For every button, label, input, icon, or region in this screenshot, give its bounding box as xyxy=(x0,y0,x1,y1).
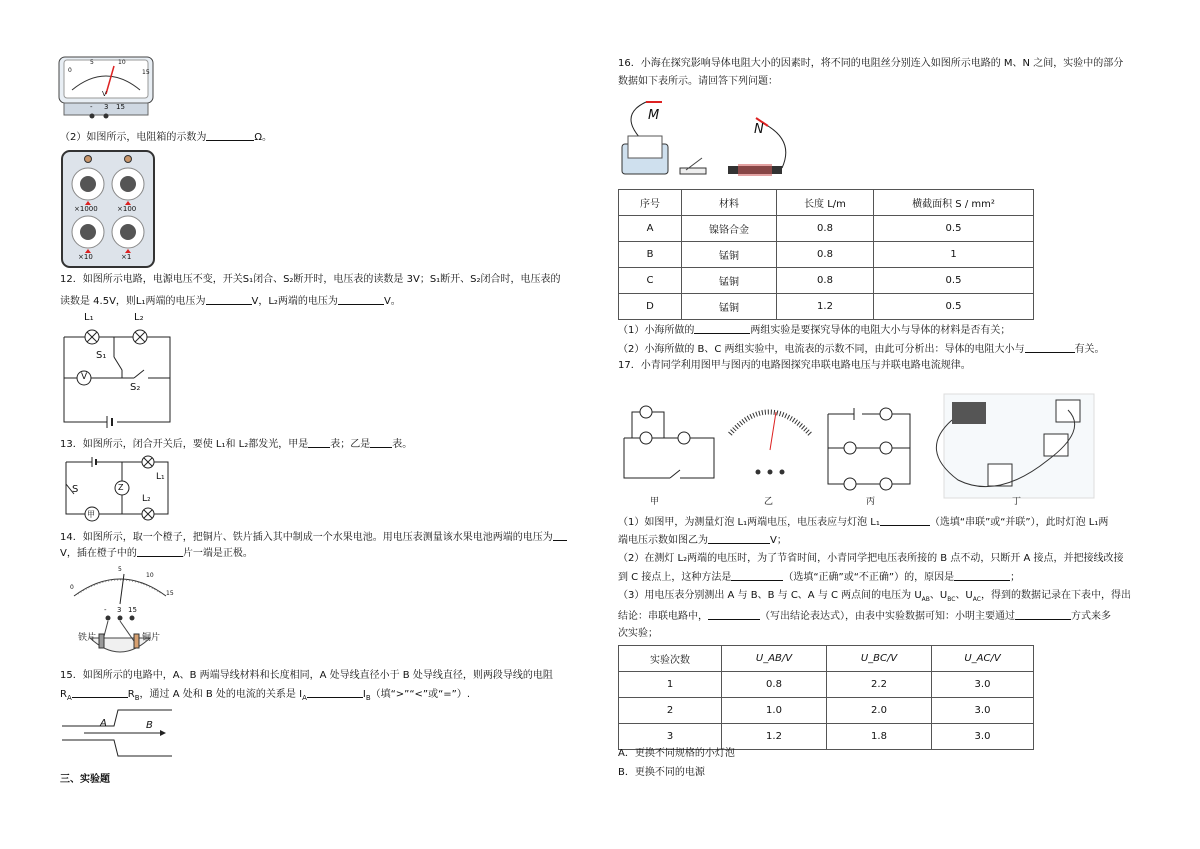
sub-bc: BC xyxy=(947,596,956,603)
q12-line2-a: 读数是 4.5V，则L₁两端的电压为 xyxy=(60,296,206,307)
q17-p1-a: （1）如图甲，为测量灯泡 L₁两端电压，电压表应与灯泡 L₁ xyxy=(618,517,880,528)
table-cell: 1 xyxy=(619,672,722,698)
q12-label-v: V xyxy=(81,372,88,382)
q13-circuit-drawing xyxy=(62,456,172,522)
q12-line2-c: V。 xyxy=(383,296,401,307)
q11-part2-line xyxy=(60,130,272,145)
q12-label-l2: L₂ xyxy=(134,312,144,323)
answer-blank xyxy=(1025,342,1075,353)
table-cell: A xyxy=(619,216,682,242)
q12-label-s1: S₁ xyxy=(96,350,107,361)
answer-blank xyxy=(1015,609,1071,620)
q14-line1 xyxy=(60,530,567,545)
table-row xyxy=(619,216,1034,242)
q17-p2-line2 xyxy=(618,570,1020,585)
answer-blank xyxy=(307,687,363,698)
table-cell: 0.5 xyxy=(874,216,1034,242)
q13-text-a: 13．如图所示，闭合开关后，要使 L₁和 L₂都发光，甲是 xyxy=(60,439,309,450)
q17-p1-d: V； xyxy=(770,535,787,546)
answer-blank xyxy=(308,437,330,448)
q17-line1: 17．小青同学利用图甲与图丙的电路图探究串联电路电压与并联电路电流规律。 xyxy=(618,360,971,371)
q17-option-a: A．更换不同规格的小灯泡 xyxy=(618,748,735,759)
fig-label-bing: 丙 xyxy=(866,497,876,507)
q13-label-l1: L₁ xyxy=(156,472,165,482)
q13-circuit-figure xyxy=(62,456,172,522)
q11-part2-prefix: （2）如图所示，电阻箱的示数为 xyxy=(60,132,207,143)
q15-line2 xyxy=(60,687,470,705)
meter-label-5: 5 xyxy=(90,59,94,66)
q14-terminal-minus: - xyxy=(104,606,107,614)
q15-line1: 15．如图所示的电路中，A、B 两端导线材料和长度相同，A 处导线直径小于 B 处导线直径，则两段导线的电阻 xyxy=(60,670,553,681)
multiplier-10: ×10 xyxy=(78,253,93,261)
q15-ra-sub: A xyxy=(66,694,72,702)
resistance-box-figure xyxy=(61,150,155,268)
q15-text-c: ，通过 A 处和 B 处的电流的关系是 I xyxy=(139,689,303,700)
q16-label-m: M xyxy=(648,108,660,123)
q14-line1-text: 14．如图所示，取一个橙子，把铜片、铁片插入其中制成一个水果电池。用电压表测量该水果电池两端的电压为 xyxy=(60,532,553,543)
meter-terminal-15: 15 xyxy=(116,103,125,111)
q17-figures-drawing xyxy=(618,390,1098,510)
q15-ra: R xyxy=(60,689,67,700)
table-cell: 锰铜 xyxy=(682,242,777,268)
q14-meter-label-5: 5 xyxy=(118,566,122,573)
table-cell: 镍铬合金 xyxy=(682,216,777,242)
q15-ib-sub: B xyxy=(365,694,371,702)
table-row xyxy=(619,242,1034,268)
q17-p3-d: （写出结论表达式），由表中实验数据可知：小明主要通过 xyxy=(760,611,1015,622)
q16-sub2-a: （2）小海所做的 B、C 两组实验中，电流表的示数不同，由此可分析出：导体的电阻大小与 xyxy=(618,344,1025,355)
q13-label-l2: L₂ xyxy=(142,494,151,504)
q17-p1-line1 xyxy=(618,515,1108,530)
table-header-cell: 序号 xyxy=(619,190,682,216)
answer-blank xyxy=(694,323,750,334)
q14-meter-label-15: 15 xyxy=(166,590,174,597)
table-cell: 2 xyxy=(619,698,722,724)
table-cell: B xyxy=(619,242,682,268)
q13-text-b: 表；乙是 xyxy=(330,439,371,450)
meter-terminal-minus: - xyxy=(90,103,93,111)
q17-p2-line1: （2）在测灯 L₂两端的电压时，为了节省时间，小青同学把电压表所接的 B 点不动，只断开 A 接点，并把接线改接 xyxy=(618,553,1124,564)
q17-p3-b: ，得到的数据记录在下表中，得出 xyxy=(980,590,1131,601)
table-header-cell: 横截面积 S / mm² xyxy=(874,190,1034,216)
meter-label-15: 15 xyxy=(142,69,150,76)
sub-ab: AB xyxy=(921,596,930,603)
answer-blank xyxy=(553,530,567,541)
q13-label-yi: Z xyxy=(118,483,124,492)
q14-line2-a: V，插在橙子中的 xyxy=(60,548,137,559)
table-cell: 2.0 xyxy=(827,698,932,724)
q16-line1: 16．小海在探究影响导体电阻大小的因素时，将不同的电阻丝分别连入如图所示电路的 M、N 之间，实验中的部分 xyxy=(618,58,1124,69)
table-header-cell: U_AC/V xyxy=(932,646,1034,672)
q17-p1-c: 端电压示数如图乙为 xyxy=(618,535,708,546)
table-row xyxy=(619,698,1034,724)
table-cell: 0.8 xyxy=(777,268,874,294)
q17-p3-line1: （3）用电压表分别测出 A 与 B、B 与 C、A 与 C 两点间的电压为 $U_{AB}$、$U_{BC}$、$U_{AC}$，得到的数据记录在下表中，得出 xyxy=(618,590,1131,603)
q13-label-s: S xyxy=(72,484,79,495)
q15-rb-sub: B xyxy=(134,694,140,702)
multiplier-100: ×100 xyxy=(117,205,137,213)
q16-sub2 xyxy=(618,342,1105,357)
answer-blank xyxy=(954,570,1010,581)
table-header-cell: 实验次数 xyxy=(619,646,722,672)
q13-line xyxy=(60,437,412,452)
table-cell: 1 xyxy=(874,242,1034,268)
q16-circuit-figure xyxy=(618,96,798,180)
table-header-row xyxy=(619,190,1034,216)
table-cell: 1.2 xyxy=(722,724,827,750)
q15-ia-sub: A xyxy=(302,694,307,702)
top-voltmeter-figure xyxy=(58,56,154,118)
q13-text-c: 表。 xyxy=(392,439,413,450)
section-3-heading: 三、实验题 xyxy=(60,774,110,785)
answer-blank xyxy=(206,130,254,141)
table-header-cell: U_AB/V xyxy=(722,646,827,672)
table-cell: 3 xyxy=(619,724,722,750)
q11-part2-suffix: Ω。 xyxy=(254,132,273,143)
q14-copper-label: 铜片 xyxy=(142,633,161,643)
q16-sub2-b: 有关。 xyxy=(1074,344,1105,355)
q12-circuit-figure xyxy=(62,312,174,426)
q15-text-e: （填“>”“<”或“=”）. xyxy=(370,689,471,700)
q14-line2-b: 片一端是正极。 xyxy=(182,548,253,559)
table-cell: 2.2 xyxy=(827,672,932,698)
table-cell: 0.8 xyxy=(777,242,874,268)
q17-p3-e: 方式来多 xyxy=(1071,611,1111,622)
table-row xyxy=(619,672,1034,698)
table-cell: 3.0 xyxy=(932,698,1034,724)
q15-ib: I xyxy=(362,689,366,700)
fig-label-ding: 丁 xyxy=(1012,497,1022,507)
meter-terminal-3: 3 xyxy=(104,103,109,111)
q14-meter-label-10: 10 xyxy=(146,572,154,579)
table-cell: 锰铜 xyxy=(682,294,777,320)
table-cell: 3.0 xyxy=(932,672,1034,698)
q12-line2 xyxy=(60,294,401,309)
q14-line2 xyxy=(60,546,253,561)
q15-label-b: B xyxy=(146,720,153,731)
q17-p2-c: （选填“正确”或“不正确”）的，原因是 xyxy=(783,572,955,583)
q17-p3-line2 xyxy=(618,609,1111,624)
q17-table xyxy=(618,645,1034,750)
q12-label-s2: S₂ xyxy=(130,382,141,393)
q12-line1: 12．如图所示电路，电源电压不变，开关S₁闭合、S₂断开时，电压表的读数是 3V；S₁断开、S₂闭合时，电压表的 xyxy=(60,274,561,285)
table-cell: 3.0 xyxy=(932,724,1034,750)
q13-label-jia: 甲 xyxy=(87,510,95,519)
answer-blank xyxy=(880,515,930,526)
meter-label-10: 10 xyxy=(118,59,126,66)
q12-circuit-drawing xyxy=(62,312,174,426)
q16-sub1 xyxy=(618,323,1010,338)
answer-blank xyxy=(72,687,128,698)
answer-blank xyxy=(137,546,183,557)
q14-meter-label-0: 0 xyxy=(70,584,74,591)
table-row xyxy=(619,294,1034,320)
meter-symbol: V xyxy=(102,90,107,98)
q15-wire-drawing xyxy=(62,706,172,758)
q16-sub1-b: 两组实验是要探究导体的电阻大小与导体的材料是否有关； xyxy=(750,325,1011,336)
table-cell: D xyxy=(619,294,682,320)
q17-p2-d: ； xyxy=(1010,572,1021,583)
table-header-cell: 材料 xyxy=(682,190,777,216)
answer-blank xyxy=(338,294,384,305)
fig-label-yi: 乙 xyxy=(764,497,774,507)
answer-blank xyxy=(370,437,392,448)
q15-label-a: A xyxy=(100,718,107,729)
q17-p2-b: 到 C 接点上，这种方法是 xyxy=(618,572,732,583)
q16-table xyxy=(618,189,1034,320)
table-header-cell: U_BC/V xyxy=(827,646,932,672)
table-row xyxy=(619,268,1034,294)
table-header-row xyxy=(619,646,1034,672)
q16-line2: 数据如下表所示。请回答下列问题： xyxy=(618,76,778,87)
table-cell: 0.8 xyxy=(722,672,827,698)
fig-label-jia: 甲 xyxy=(650,497,660,507)
table-row xyxy=(619,724,1034,750)
q15-rb: R xyxy=(127,689,135,700)
q14-terminal-15: 15 xyxy=(128,606,137,614)
q12-line2-b: V，L₂两端的电压为 xyxy=(251,296,338,307)
q17-p3-a: （3）用电压表分别测出 A 与 B、B 与 C、A 与 C 两点间的电压为 U xyxy=(618,590,922,601)
table-cell: C xyxy=(619,268,682,294)
table-cell: 锰铜 xyxy=(682,268,777,294)
answer-blank xyxy=(708,609,760,620)
table-cell: 0.8 xyxy=(777,216,874,242)
q14-terminal-3: 3 xyxy=(117,606,122,614)
answer-blank xyxy=(206,294,252,305)
q16-circuit-drawing xyxy=(618,96,798,180)
sub-ac: AC xyxy=(972,596,981,603)
table-cell: 1.2 xyxy=(777,294,874,320)
answer-blank xyxy=(708,533,770,544)
q16-sub1-a: （1）小海所做的 xyxy=(618,325,695,336)
q17-p3-c: 结论：串联电路中， xyxy=(618,611,708,622)
table-header-cell: 长度 L/m xyxy=(777,190,874,216)
q17-p1-b: （选填“串联”或“并联”），此时灯泡 L₁两 xyxy=(929,517,1109,528)
meter-label-0: 0 xyxy=(68,67,72,74)
multiplier-1: ×1 xyxy=(121,253,132,261)
table-cell: 1.8 xyxy=(827,724,932,750)
table-cell: 0.5 xyxy=(874,268,1034,294)
q14-fruit-battery-figure xyxy=(64,566,176,660)
q15-wire-figure xyxy=(62,706,172,758)
q16-label-n: N xyxy=(754,122,764,137)
table-cell: 1.0 xyxy=(722,698,827,724)
q17-option-b: B．更换不同的电源 xyxy=(618,767,705,778)
q17-p1-line2 xyxy=(618,533,787,548)
q17-p3-line3: 次实验； xyxy=(618,628,658,639)
q12-label-l1: L₁ xyxy=(84,312,94,323)
answer-blank xyxy=(731,570,783,581)
q17-figures xyxy=(618,390,1098,510)
q14-iron-label: 铁片 xyxy=(78,633,97,643)
table-cell: 0.5 xyxy=(874,294,1034,320)
multiplier-1000: ×1000 xyxy=(74,205,98,213)
